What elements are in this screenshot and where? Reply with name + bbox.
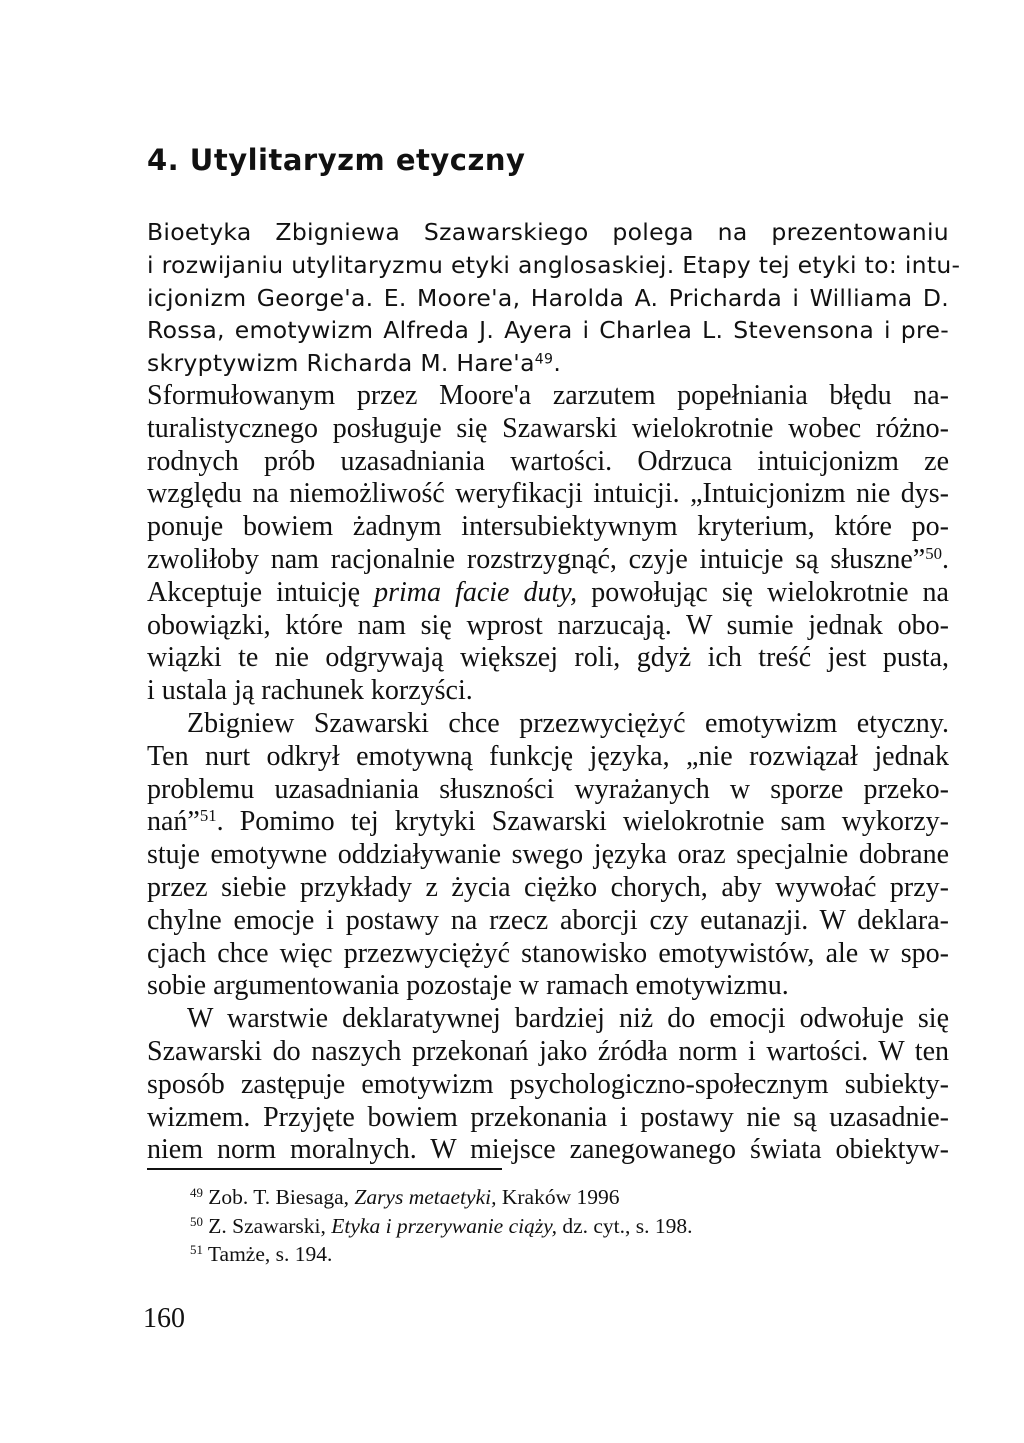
text-line: Szawarski do naszych przekonań jako źródła norm i wartości. W ten [147,1035,949,1067]
text-line [147,347,949,380]
line-text: powołując się wielokrotnie na [577,576,949,608]
text-line: icjonizm George'a. E. Moore'a, Harolda A. Pricharda i Williama D. [147,283,949,312]
text-line: sposób zastępuje emotywizm psychologiczno-społecznym subiekty- [147,1068,949,1100]
text-line [147,577,949,610]
line-text: skryptywizm Richarda M. Hare'a [147,349,535,378]
footnote-ref[interactable]: 50 [925,543,942,563]
footnote-number: 50 [190,1214,203,1229]
text-line: i ustala ją rachunek korzyści. [147,675,473,707]
footnote-ref[interactable]: 49 [534,351,554,368]
text-line: Rossa, emotywizm Alfreda J. Ayera i Charlea L. Stevensona i pre- [147,316,949,345]
text-line [147,544,949,577]
text-line: Zbigniew Szawarski chce przezwyciężyć emotywizm etyczny. [187,707,949,739]
text-line: obowiązki, które nam się wprost narzucają. W sumie jednak obo- [147,609,949,641]
text-line: rodnych prób uzasadniania wartości. Odrzuca intuicjonizm ze [147,445,949,477]
text-line: sobie argumentowania pozostaje w ramach emotywizmu. [147,970,789,1002]
line-text: zwoliłoby nam racjonalnie rozstrzygnąć, czyje intuicje są słuszne” [147,543,926,575]
footnotes [190,1183,693,1269]
footnote-text: Zob. T. Biesaga, [208,1185,355,1209]
line-text: . [942,543,949,575]
text-line: problemu uzasadniania słuszności wyrażanych w sporze przeko- [147,773,949,805]
text-line [147,806,949,839]
text-line: wiązki te nie odgrywają większej roli, gdyż ich treść jest pusta, [147,642,949,674]
line-text: . Pomimo tej krytyki Szawarski wielokrotnie sam wykorzy- [216,806,949,838]
text-line: turalistycznego posługuje się Szawarski wielokrotnie wobec różno- [147,412,949,444]
footnote-title: Etyka i przerywanie ciąży, [331,1213,557,1238]
italic-phrase: prima facie duty, [374,576,578,608]
text-line: chylne emocje i postawy na rzecz aborcji czy eutanazji. W deklara- [147,904,949,936]
footnote-text: Kraków 1996 [496,1185,620,1209]
text-line: przez siebie przykłady z życia ciężko chorych, aby wywołać przy- [147,871,949,903]
footnote-divider [147,1168,502,1170]
text-line: stuje emotywne oddziaływanie swego języka oraz specjalnie dobrane [147,839,949,871]
section-heading: 4. Utylitaryzm etyczny [147,143,526,177]
text-line: niem norm moralnych. W miejsce zanegowanego świata obiektyw- [147,1134,949,1166]
footnote-number: 51 [190,1242,203,1257]
text-line: W warstwie deklaratywnej bardziej niż do emocji odwołuje się [187,1003,949,1035]
footnote-text: Tamże, s. 194. [207,1242,333,1266]
text-line: i rozwijaniu utylitaryzmu etyki anglosaskiej. Etapy tej etyki to: intu- [147,250,961,279]
text-line: Ten nurt odkrył emotywną funkcję języka, „nie rozwiązał jednak [147,740,949,772]
text-line: względu na niemożliwość weryfikacji intuicji. „Intuicjonizm nie dys- [147,478,949,510]
footnote-title: Zarys metaetyki, [354,1185,497,1209]
footnote-text: Z. Szawarski, [208,1213,332,1238]
footnote-text: dz. cyt., s. 198. [556,1213,693,1238]
line-text: Akceptuje intuicję [147,576,375,608]
body-text [147,216,961,1167]
page-number: 160 [143,1303,185,1334]
text-line: wizmem. Przyjęte bowiem przekonania i postawy nie są uzasadnie- [147,1101,949,1133]
text-line: Bioetyka Zbigniewa Szawarskiego polega na prezentowaniu [147,218,949,246]
text-line: cjach chce więc przezwyciężyć stanowisko emotywistów, ale w spo- [147,937,949,969]
footnote [190,1240,693,1269]
footnote [190,1183,693,1212]
text-line: ponuje bowiem żadnym intersubiektywnym kryterium, które po- [147,511,949,543]
footnote [190,1212,693,1241]
line-text: nań” [147,806,200,838]
footnote-ref[interactable]: 51 [199,806,217,826]
footnote-number: 49 [190,1185,203,1200]
line-text: . [553,349,562,378]
text-line: Sformułowanym przez Moore'a zarzutem popełniania błędu na- [147,379,949,411]
